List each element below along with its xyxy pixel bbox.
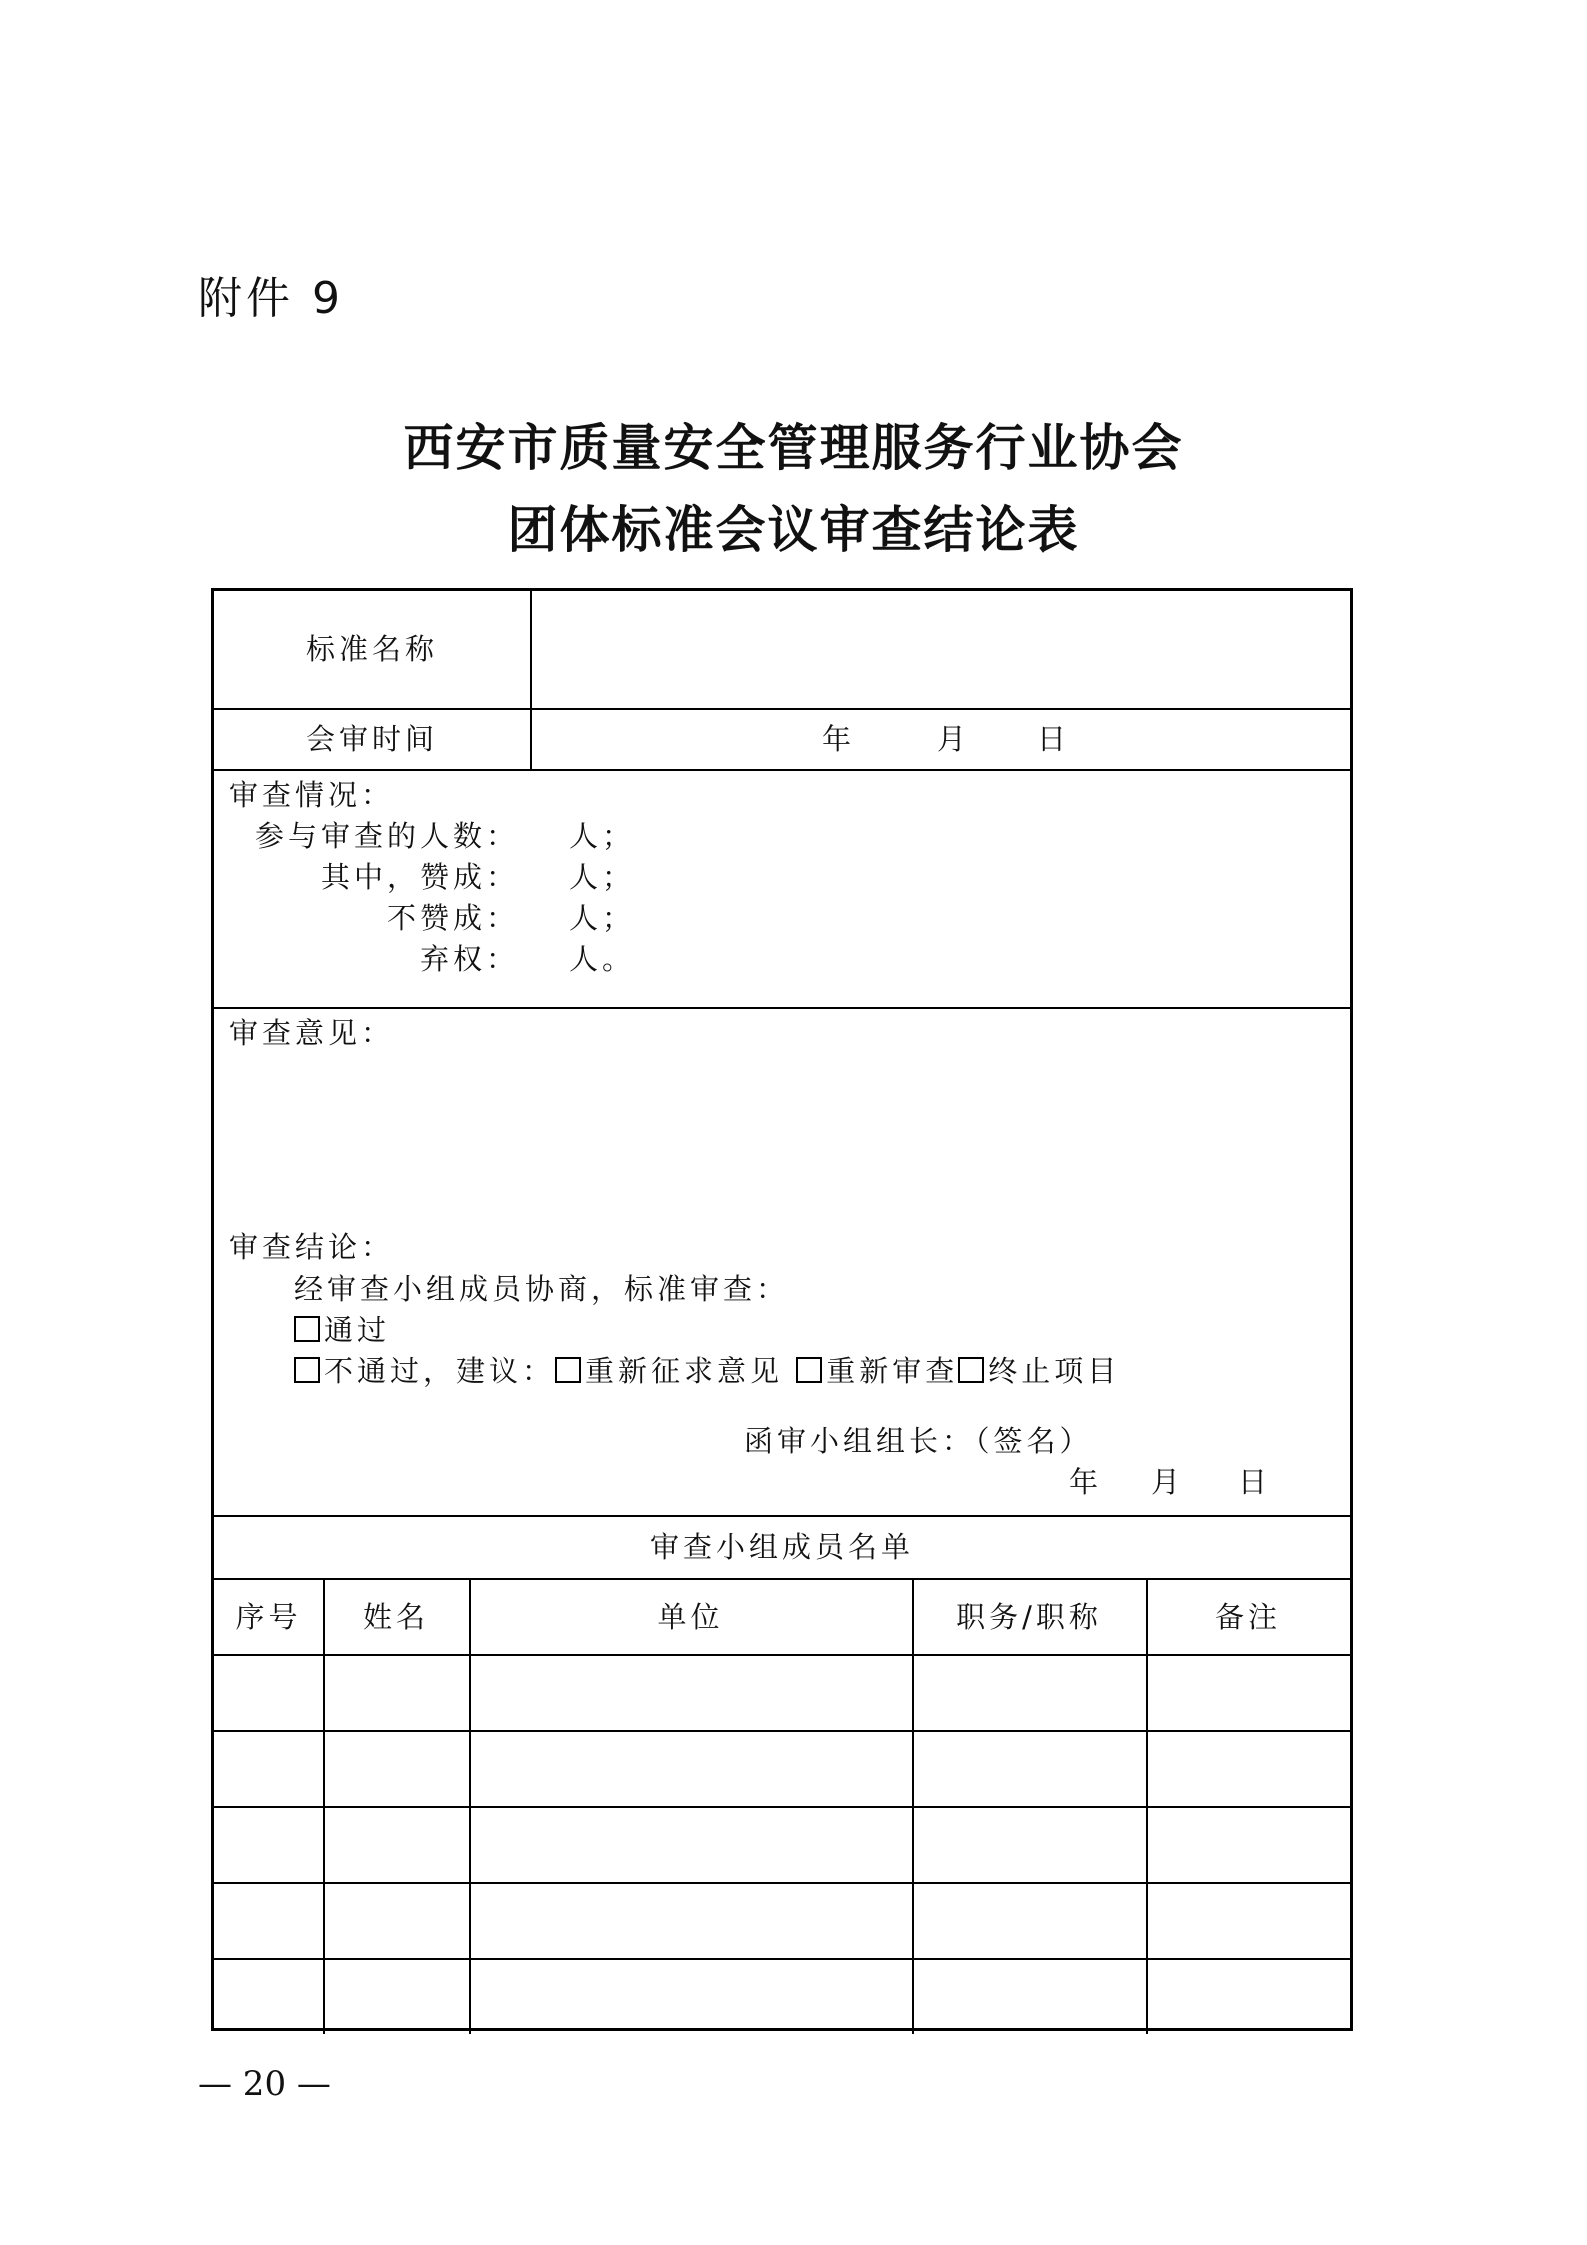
date-day: 日 — [1037, 722, 1071, 756]
col-header-title: 职务/职称 — [956, 1600, 1102, 1634]
conclusion-heading: 审查结论： — [229, 1230, 395, 1264]
review-status-heading: 审查情况： — [229, 778, 395, 812]
pass-checkbox[interactable] — [294, 1316, 320, 1342]
table-row[interactable] — [214, 1808, 1350, 1882]
col-header-remarks: 备注 — [1214, 1600, 1281, 1634]
disapprove-label: 不赞成： — [386, 901, 519, 935]
meeting-time-label: 会审时间 — [305, 722, 438, 756]
abstain-unit: 人。 — [569, 942, 636, 976]
fail-checkbox[interactable] — [294, 1357, 320, 1383]
divider — [214, 1578, 1350, 1580]
review-conclusion-form — [211, 588, 1353, 2031]
col-header-unit: 单位 — [657, 1600, 724, 1634]
abstain-label: 弃权： — [419, 942, 519, 976]
approve-unit: 人； — [569, 860, 636, 894]
sign-month: 月 — [1151, 1465, 1185, 1499]
divider — [214, 708, 1350, 710]
col-header-name: 姓名 — [362, 1600, 429, 1634]
participants-label: 参与审查的人数： — [254, 819, 519, 853]
terminate-checkbox[interactable] — [958, 1357, 984, 1383]
title-line-1: 西安市质量安全管理服务行业协会 — [403, 418, 1184, 477]
participants-unit: 人； — [569, 819, 636, 853]
table-row[interactable] — [214, 1732, 1350, 1806]
rereview-label: 重新审查 — [826, 1354, 959, 1388]
divider — [214, 1515, 1350, 1517]
conclusion-intro: 经审查小组成员协商，标准审查： — [294, 1272, 790, 1306]
title-line-2: 团体标准会议审查结论表 — [507, 500, 1080, 559]
members-heading: 审查小组成员名单 — [649, 1530, 914, 1564]
pass-option[interactable] — [294, 1313, 391, 1347]
col-header-index: 序号 — [235, 1600, 302, 1634]
terminate-label: 终止项目 — [988, 1354, 1121, 1388]
date-year: 年 — [822, 722, 856, 756]
leader-signature: 函审小组组长：（签名） — [744, 1424, 1093, 1458]
sign-day: 日 — [1238, 1465, 1272, 1499]
fail-label: 不通过，建议： — [324, 1354, 556, 1388]
date-month: 月 — [937, 722, 971, 756]
attachment-label: 附件 9 — [198, 273, 344, 324]
rereview-checkbox[interactable] — [796, 1357, 822, 1383]
table-row[interactable] — [214, 1884, 1350, 1958]
sign-year: 年 — [1069, 1465, 1103, 1499]
divider — [214, 1007, 1350, 1009]
pass-label: 通过 — [324, 1313, 391, 1347]
resolicit-label: 重新征求意见 — [585, 1354, 784, 1388]
table-row[interactable] — [214, 1960, 1350, 2030]
approve-label: 其中，赞成： — [320, 860, 519, 894]
fail-option[interactable] — [294, 1354, 1121, 1388]
divider — [530, 591, 532, 769]
resolicit-checkbox[interactable] — [555, 1357, 581, 1383]
disapprove-unit: 人； — [569, 901, 636, 935]
opinion-heading: 审查意见： — [229, 1016, 395, 1050]
table-row[interactable] — [214, 1656, 1350, 1730]
standard-name-label: 标准名称 — [305, 632, 438, 666]
divider — [214, 769, 1350, 771]
page-number: — 20 — — [198, 2064, 331, 2104]
